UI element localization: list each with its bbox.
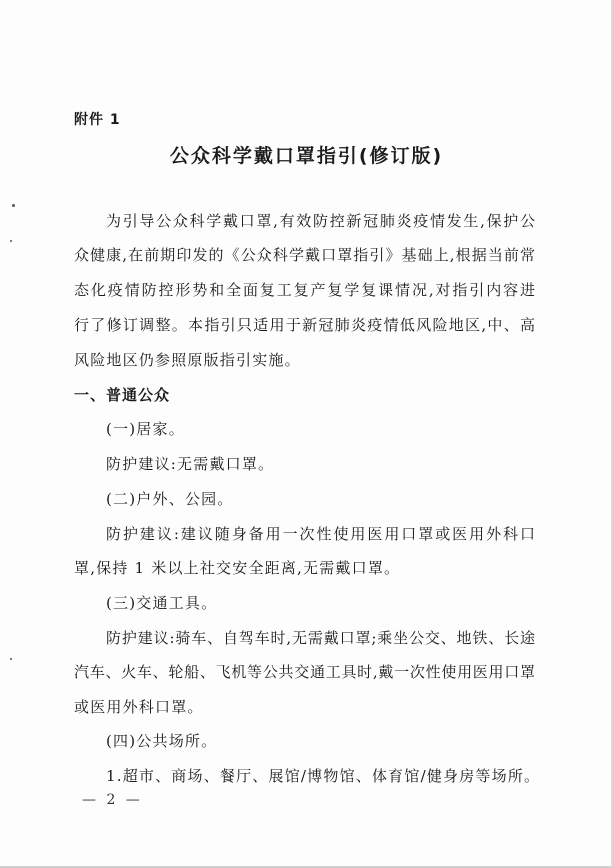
item-subitem: 1.超市、商场、餐厅、展馆/博物馆、体育馆/健身房等场所。 (106, 767, 541, 785)
intro-line: 行了修订调整。本指引只适用于新冠肺炎疫情低风险地区,中、高 (74, 316, 535, 334)
section-heading: 一、普通公众 (74, 386, 171, 404)
intro-line: 众健康,在前期印发的《公众科学戴口罩指引》基础上,根据当前常 (74, 246, 535, 264)
item-heading: (四)公共场所。 (106, 732, 218, 750)
scan-speck (12, 204, 15, 207)
intro-line: 为引导公众科学戴口罩,有效防控新冠肺炎疫情发生,保护公 (106, 212, 535, 230)
intro-line: 态化疫情防控形势和全面复工复产复学复课情况,对指引内容进 (74, 281, 535, 299)
page-number: — 2 — (82, 792, 143, 808)
scan-speck (10, 658, 12, 660)
attachment-label: 附件 1 (74, 112, 121, 128)
item-advice-line: 罩,保持 1 米以上社交安全距离,无需戴口罩。 (74, 559, 401, 577)
item-heading: (二)户外、公园。 (106, 490, 234, 508)
item-heading: (三)交通工具。 (106, 594, 218, 612)
item-advice-line: 防护建议:骑车、自驾车时,无需戴口罩;乘坐公交、地铁、长途 (106, 629, 535, 647)
item-advice-line: 汽车、火车、轮船、飞机等公共交通工具时,戴一次性使用医用口罩 (74, 663, 535, 681)
item-advice-line: 或医用外科口罩。 (74, 698, 204, 716)
item-heading: (一)居家。 (106, 420, 185, 438)
intro-line: 风险地区仍参照原版指引实施。 (74, 351, 301, 369)
scan-speck (10, 240, 12, 242)
document-title: 公众科学戴口罩指引(修订版) (169, 145, 444, 167)
item-advice-line: 防护建议:建议随身备用一次性使用医用口罩或医用外科口 (106, 525, 535, 543)
item-advice: 防护建议:无需戴口罩。 (106, 455, 275, 473)
